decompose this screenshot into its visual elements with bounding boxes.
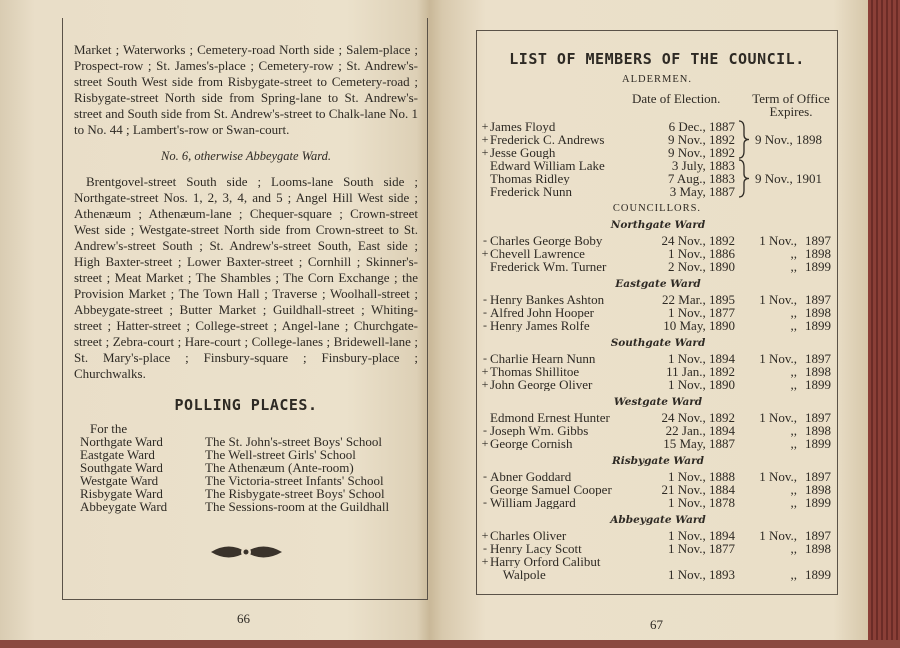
- councillor-row: [480, 319, 836, 332]
- term-expires-day: 1 Nov.,: [759, 351, 797, 366]
- polling-place: The Risbygate-street Boys' School: [205, 486, 385, 501]
- margin-mark: +: [481, 119, 489, 133]
- term-expires-day: 1 Nov.,: [759, 528, 797, 543]
- alderman-name: Frederick Nunn: [490, 185, 572, 198]
- election-date: 10 May, 1890: [663, 318, 735, 333]
- term-expires-year: 1897: [805, 233, 831, 248]
- councillor-name: Frederick Wm. Turner: [490, 260, 607, 273]
- margin-mark: [480, 159, 490, 172]
- councillor-name: John George Oliver: [490, 378, 593, 391]
- term-expires-year: 1899: [805, 436, 831, 451]
- streets-paragraph-2: Brentgovel-street South side ; Looms-lane South side ; Northgate-street Nos. 1, 2, 3, 4, and 5 ; Angel Hill West side ; Athenæum ; Athenæum-lane ; Chequer-square ; Crown-street West side ; Westgate-street North side from Crown-street to St. Andrew's-street South ; St. Andrew's-street South, East side ; High Baxter-street ; Lower Baxter-street ; Cornhill ; Skinner's-street ; Meat Market ; The Shambles ; The Corn Exchange ; the Provision Market ; The Town Hall ; Traverse ; Woolhall-street ; Abbeygate-street ; Butter Market ; Guildhall-street ; Whiting-street ; Hatter-street ; College-street ; Angel-lane ; Churchgate-street ; Zebra-court ; Hare-court ; College-lanes ; Bridewell-lane ; St. Mary's-place ; Finsbury-square ; Finsbury-place ; Churchwalks.: [74, 174, 418, 381]
- margin-mark: +: [481, 364, 489, 378]
- term-expires-year: 1899: [805, 377, 831, 392]
- polling-places-title: POLLING PLACES.: [174, 396, 318, 414]
- margin-mark: +: [481, 246, 489, 260]
- polling-ward: Eastgate Ward: [80, 447, 155, 462]
- date-of-election-header: Date of Election.: [632, 91, 721, 106]
- election-date: 11 Jan., 1892: [666, 364, 735, 379]
- election-date: 1 Nov., 1878: [667, 495, 735, 510]
- councillor-row: [480, 378, 836, 391]
- term-expires-year: 1899: [805, 495, 831, 510]
- margin-mark: -: [483, 233, 487, 247]
- election-date: 1 Nov., 1893: [667, 567, 735, 582]
- term-expires-year: 1897: [805, 410, 831, 425]
- councillor-name: Charlie Hearn Nunn: [490, 352, 596, 365]
- councillor-name: Charles George Boby: [490, 234, 603, 247]
- book-cover-edge: [0, 640, 900, 648]
- term-expires-year: 1898: [805, 423, 831, 438]
- councillor-row: [480, 483, 836, 496]
- term-expires-year: 1898: [805, 541, 831, 556]
- margin-mark: -: [483, 541, 487, 555]
- term-expires-year: 1897: [805, 469, 831, 484]
- election-date: 24 Nov., 1892: [661, 410, 735, 425]
- councillor-row: [480, 568, 836, 581]
- councillor-row: [480, 365, 836, 378]
- wards-list: [480, 216, 836, 583]
- ornament-icon: [209, 539, 284, 565]
- margin-mark: [480, 172, 490, 185]
- election-date: 3 May, 1887: [669, 184, 735, 199]
- polling-place: The Athenæum (Ante-room): [205, 460, 354, 475]
- book-edge: [868, 0, 900, 648]
- ward-heading: Westgate Ward: [613, 396, 703, 408]
- alderman-name: Thomas Ridley: [490, 172, 570, 185]
- page-number-right: 67: [650, 617, 663, 632]
- term-expires-day: [735, 555, 797, 568]
- term-expires-year: 1899: [805, 318, 831, 333]
- polling-place: The Victoria-street Infants' School: [205, 473, 384, 488]
- brace-icon: [738, 159, 750, 198]
- alderman-row: [480, 185, 735, 198]
- election-date: 1 Nov., 1886: [667, 246, 735, 261]
- margin-mark: -: [483, 318, 487, 332]
- election-date: 21 Nov., 1884: [661, 482, 735, 497]
- election-date: 1 Nov., 1888: [667, 469, 735, 484]
- councillor-row: [480, 496, 836, 509]
- councillor-row: [480, 247, 836, 260]
- margin-mark: -: [483, 423, 487, 437]
- councillor-name: Alfred John Hooper: [490, 306, 594, 319]
- election-date: 1 Nov., 1877: [667, 541, 735, 556]
- term-expires-day: ,,: [790, 423, 797, 438]
- councillor-name: Walpole: [490, 568, 546, 581]
- ward-heading: No. 6, otherwise Abbeygate Ward.: [160, 149, 331, 163]
- election-date: 6 Dec., 1887: [668, 119, 735, 134]
- election-date: 22 Jan., 1894: [665, 423, 735, 438]
- ward-heading: Risbygate Ward: [612, 455, 704, 467]
- councillor-row: [480, 306, 836, 319]
- election-date: 1 Nov., 1877: [667, 305, 735, 320]
- councillor-name: Harry Orford Calibut: [490, 555, 601, 568]
- ward-heading: Eastgate Ward: [615, 278, 701, 290]
- councillor-row: [480, 234, 836, 247]
- term-expires-day: ,,: [790, 259, 797, 274]
- term-expires-day: ,,: [790, 436, 797, 451]
- term-expires-year: 1897: [805, 351, 831, 366]
- term-expires-year: 1897: [805, 292, 831, 307]
- term-expires-year: 1898: [805, 305, 831, 320]
- margin-mark: -: [483, 495, 487, 509]
- margin-mark: -: [483, 305, 487, 319]
- term-expires-year: 1899: [805, 259, 831, 274]
- term-expires-year: 1898: [805, 364, 831, 379]
- councillor-name: George Samuel Cooper: [490, 483, 612, 496]
- term-expires-day: ,,: [790, 377, 797, 392]
- term-expires-day: 1 Nov.,: [759, 410, 797, 425]
- aldermen-label: ALDERMEN.: [622, 74, 692, 85]
- ward-heading: Southgate Ward: [610, 337, 706, 349]
- brace-icon: [738, 120, 750, 159]
- term-expires-day: ,,: [790, 567, 797, 582]
- polling-places-list: [74, 422, 418, 513]
- term-expires-day: ,,: [790, 482, 797, 497]
- polling-row: [80, 500, 418, 513]
- margin-mark: [480, 185, 490, 198]
- councillor-name: William Jaggard: [490, 496, 576, 509]
- councillor-name: Henry James Rolfe: [490, 319, 590, 332]
- margin-mark: -: [483, 292, 487, 306]
- margin-mark: [480, 568, 490, 581]
- councillor-name: Joseph Wm. Gibbs: [490, 424, 589, 437]
- margin-mark: +: [481, 554, 489, 568]
- council-list-title: LIST OF MEMBERS OF THE COUNCIL.: [509, 50, 805, 68]
- councillor-name: George Cornish: [490, 437, 573, 450]
- polling-ward: Northgate Ward: [80, 434, 163, 449]
- page-number-left: 66: [237, 611, 250, 626]
- term-expires-day: 1 Nov.,: [759, 469, 797, 484]
- councillor-name: Henry Lacy Scott: [490, 542, 582, 555]
- ward-spacer: [480, 581, 836, 583]
- polling-for-label: For the: [90, 421, 128, 436]
- polling-ward: Southgate Ward: [80, 460, 163, 475]
- councillor-row: [480, 260, 836, 273]
- margin-mark: [480, 260, 490, 273]
- term-expires-day: 1 Nov.,: [759, 292, 797, 307]
- term-expires-day: ,,: [790, 246, 797, 261]
- polling-ward: Abbeygate Ward: [80, 499, 168, 514]
- councillor-row: [480, 293, 836, 306]
- aldermen-list: [480, 120, 735, 198]
- margin-mark: +: [481, 528, 489, 542]
- term-expires-day: ,,: [790, 318, 797, 333]
- election-date: 1 Nov., 1894: [667, 528, 735, 543]
- margin-mark: -: [483, 351, 487, 365]
- councillor-row: [480, 529, 836, 542]
- election-date: 7 Aug., 1883: [667, 171, 735, 186]
- alderman-name: Jesse Gough: [490, 146, 556, 159]
- polling-place: The St. John's-street Boys' School: [205, 434, 382, 449]
- councillor-row: [480, 437, 836, 450]
- election-date: 15 May, 1887: [663, 436, 735, 451]
- councillor-row: [480, 352, 836, 365]
- margin-mark: +: [481, 377, 489, 391]
- alderman-name: Edward William Lake: [490, 159, 605, 172]
- margin-mark: +: [481, 145, 489, 159]
- margin-mark: +: [481, 132, 489, 146]
- election-date: 1 Nov., 1894: [667, 351, 735, 366]
- councillor-name: Henry Bankes Ashton: [490, 293, 605, 306]
- councillor-name: Edmond Ernest Hunter: [490, 411, 610, 424]
- councillor-name: Abner Goddard: [490, 470, 572, 483]
- election-date: 9 Nov., 1892: [667, 132, 735, 147]
- election-date: 3 July, 1883: [671, 158, 735, 173]
- polling-rows: [80, 435, 418, 513]
- councillor-name: Chevell Lawrence: [490, 247, 585, 260]
- councillor-row: [480, 555, 836, 568]
- election-date: 2 Nov., 1890: [667, 259, 735, 274]
- aldermen-term-2: 9 Nov., 1901: [755, 171, 823, 186]
- councillor-name: Charles Oliver: [490, 529, 567, 542]
- term-expires-year: 1898: [805, 482, 831, 497]
- term-expires-day: ,,: [790, 364, 797, 379]
- term-header-line1: Term of Office: [752, 91, 830, 106]
- councillor-row: [480, 470, 836, 483]
- councillor-name: Thomas Shillitoe: [490, 365, 580, 378]
- election-date: 1 Nov., 1890: [667, 377, 735, 392]
- election-date: 22 Mar., 1895: [662, 292, 735, 307]
- alderman-name: Frederick C. Andrews: [490, 133, 605, 146]
- term-expires-header: [745, 92, 837, 118]
- councillor-row: [480, 411, 836, 424]
- councillor-row: [480, 542, 836, 555]
- councillor-row: [480, 424, 836, 437]
- streets-paragraph-1: Market ; Waterworks ; Cemetery-road North side ; Salem-place ; Prospect-row ; St. James's-place ; Cemetery-row ; St. Andrew's-street South West side from Risbygate-street to Cemetery-road ; Risbygate-street North side from Spring-lane to St. Andrew's-street and South side from St. Andrew's-street to Chalk-lane No. 1 to No. 44 ; Lambert's-row or Swan-court.: [74, 42, 418, 137]
- polling-place: The Well-street Girls' School: [205, 447, 356, 462]
- term-header-line2: Expires.: [769, 104, 813, 119]
- term-expires-day: ,,: [790, 305, 797, 320]
- polling-ward: Risbygate Ward: [80, 486, 163, 501]
- aldermen-term-1: 9 Nov., 1898: [755, 132, 823, 147]
- election-date: 9 Nov., 1892: [667, 145, 735, 160]
- term-expires-day: 1 Nov.,: [759, 233, 797, 248]
- ward-heading: Northgate Ward: [610, 219, 706, 231]
- margin-mark: -: [483, 469, 487, 483]
- election-date: 24 Nov., 1892: [661, 233, 735, 248]
- term-expires-year: 1898: [805, 246, 831, 261]
- term-expires-day: ,,: [790, 541, 797, 556]
- polling-ward: Westgate Ward: [80, 473, 159, 488]
- margin-mark: +: [481, 436, 489, 450]
- term-expires-year: 1899: [805, 567, 831, 582]
- alderman-name: James Floyd: [490, 120, 556, 133]
- councillors-label: COUNCILLORS.: [612, 203, 702, 214]
- polling-place: The Sessions-room at the Guildhall: [205, 499, 390, 514]
- ward-heading: Abbeygate Ward: [610, 514, 706, 526]
- term-expires-year: 1897: [805, 528, 831, 543]
- left-page-content: [74, 42, 418, 565]
- term-expires-day: ,,: [790, 495, 797, 510]
